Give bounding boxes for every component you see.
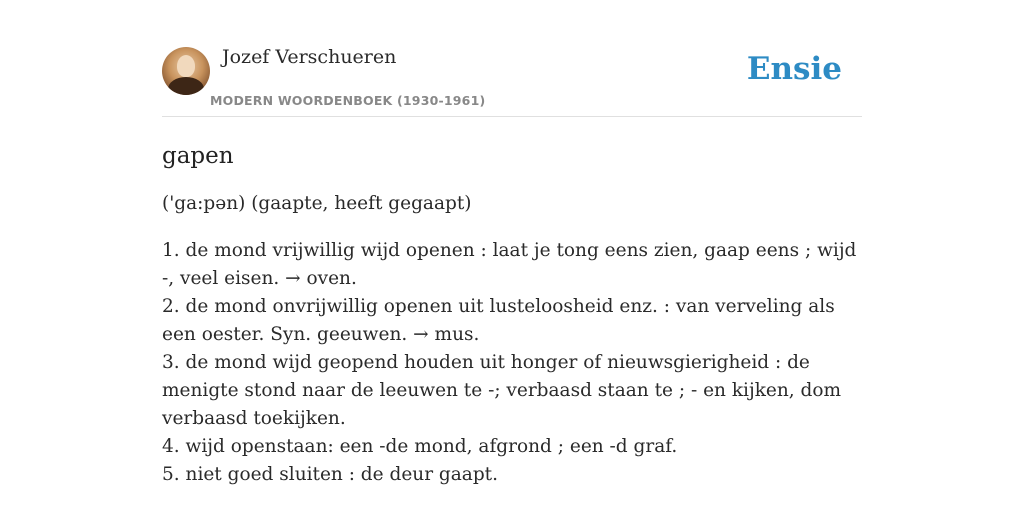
author-name[interactable]: Jozef Verschueren [222,46,397,68]
pronunciation: ('ga:pən) (gaapte, heeft gegaapt) [162,193,472,214]
definition-item: 5. niet goed sluiten : de deur gaapt. [162,464,498,485]
entry-card [162,40,862,489]
definition-list [162,237,862,489]
definition-item: 3. de mond wijd geopend houden uit honger of nieuwsgierigheid : de menigte stond naar de leeuwen te -; verbaasd staan te ; - en kijken, dom verbaasd toekijken. [162,352,842,429]
avatar-face-shape [177,55,195,77]
ensie-logo[interactable]: Ensie [746,51,842,87]
definition-item: 2. de mond onvrijwillig openen uit lusteloosheid enz. : van verveling als een oester. Syn. geeuwen. → mus. [162,296,835,345]
entry-header [162,40,862,117]
source-label[interactable]: MODERN WOORDENBOEK (1930-1961) [210,93,486,108]
entry-title: gapen [162,143,234,169]
definition-item: 4. wijd openstaan: een -de mond, afgrond ; een -d graf. [162,436,678,457]
definition-item: 1. de mond vrijwillig wijd openen : laat je tong eens zien, gaap eens ; wijd -, veel eisen. → oven. [162,240,857,289]
author-avatar[interactable] [162,47,210,95]
avatar-body-shape [168,77,204,95]
